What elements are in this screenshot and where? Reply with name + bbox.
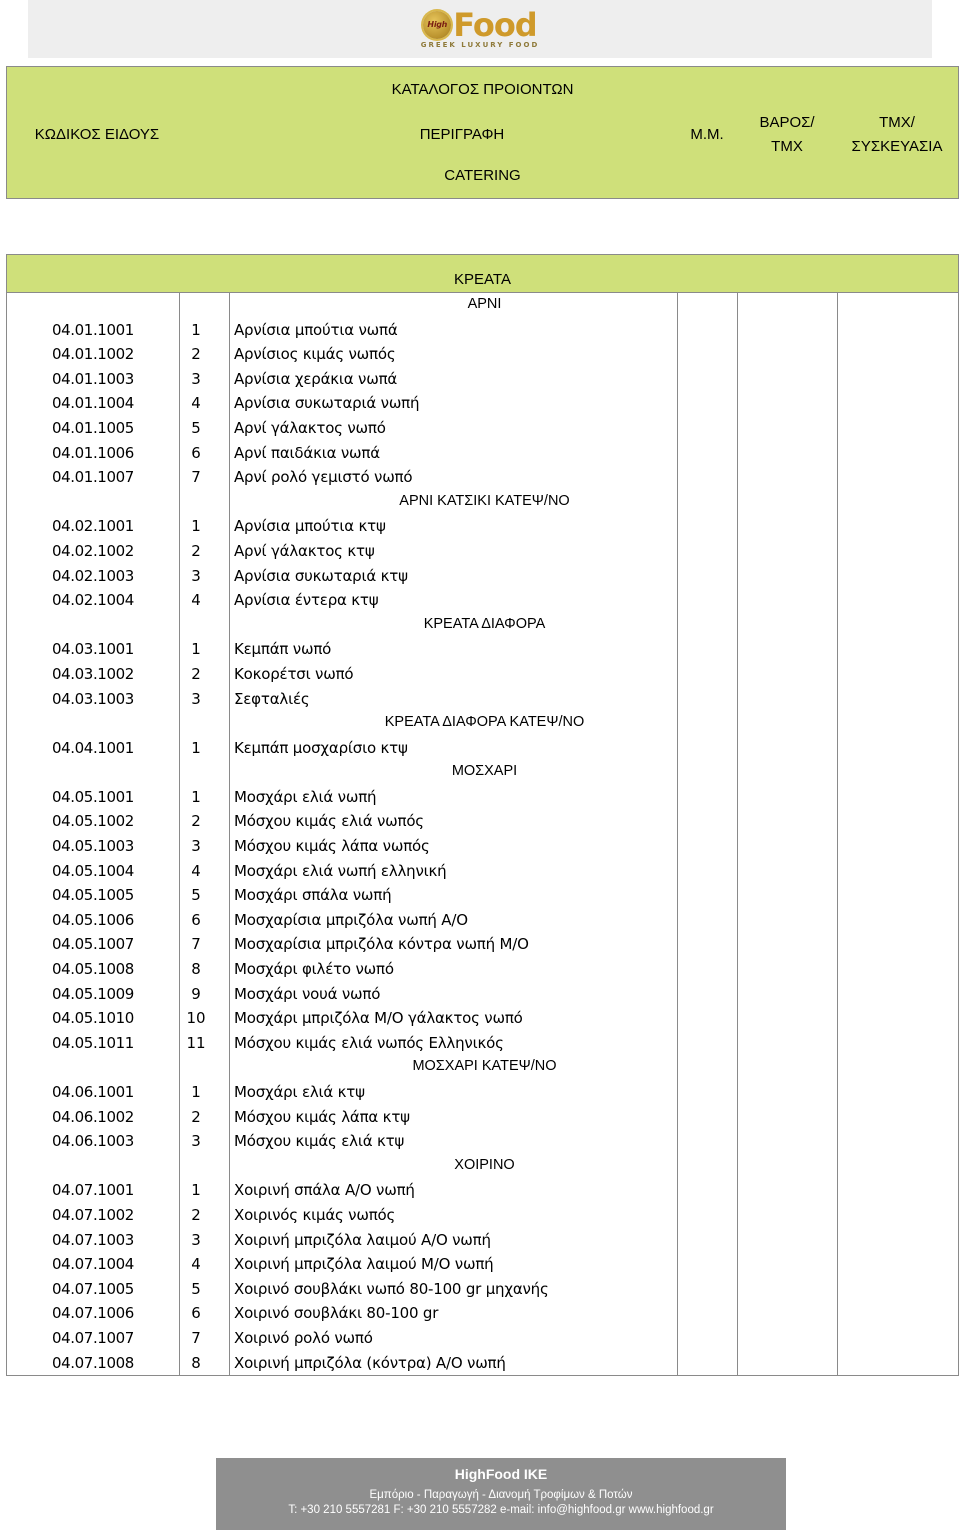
table-row [7,1277,958,1302]
column-header-weight [737,111,837,159]
product-code: 04.03.1001 [52,640,134,659]
table-row [7,982,958,1007]
column-header-pack-line1: ΤΜΧ/ [879,114,915,131]
table-row [7,908,958,933]
product-number: 6 [191,1304,201,1323]
product-code: 04.05.1010 [52,1009,134,1028]
group-header-row [7,1154,958,1179]
product-code: 04.01.1001 [52,320,134,339]
product-number: 1 [191,320,201,339]
product-number: 2 [191,541,201,560]
logo-tagline: GREEK LUXURY FOOD [420,40,540,49]
column-header-pack-line2: ΣΥΣΚΕΥΑΣΙΑ [851,138,943,155]
product-description: Μοσχαρίσια μπριζόλα νωπή Α/Ο [234,910,468,929]
product-description: Κεμπάπ μοσχαρίσιο κτψ [234,738,408,757]
product-code: 04.07.1008 [52,1353,134,1372]
product-code: 04.06.1002 [52,1107,134,1126]
product-code: 04.07.1001 [52,1181,134,1200]
table-row [7,465,958,490]
product-code: 04.05.1002 [52,812,134,831]
product-number: 3 [191,689,201,708]
product-number: 7 [191,468,201,487]
product-code: 04.05.1009 [52,984,134,1003]
table-row [7,637,958,662]
group-title: ΜΟΣΧΑΡΙ [451,763,518,780]
product-code: 04.03.1003 [52,689,134,708]
product-code: 04.03.1002 [52,664,134,683]
product-number: 3 [191,1132,201,1151]
product-code: 04.05.1004 [52,861,134,880]
product-description: Αρνί γάλακτος κτψ [234,541,375,560]
table-row [7,1228,958,1253]
product-description: Μοσχάρι ελιά νωπή [234,787,377,806]
column-divider [837,293,838,1375]
product-description: Μόσχου κιμάς λάπα νωπός [234,837,430,856]
product-number: 1 [191,1083,201,1101]
product-number: 4 [191,861,201,880]
table-row [7,1080,958,1105]
product-number: 2 [191,812,201,831]
table-row [7,391,958,416]
catering-label: CATERING [444,167,521,184]
product-code: 04.05.1003 [52,837,134,856]
column-divider [737,293,738,1375]
product-code: 04.05.1007 [52,935,134,954]
product-code: 04.07.1005 [52,1279,134,1298]
product-number: 10 [186,1009,206,1028]
product-code: 04.07.1004 [52,1255,134,1274]
table-row [7,588,958,613]
table-row [7,834,958,859]
product-number: 6 [191,910,201,929]
table-row [7,318,958,343]
table-row [7,957,958,982]
product-code: 04.05.1008 [52,960,134,979]
product-number: 2 [191,345,201,364]
group-header-row [7,613,958,638]
product-code: 04.02.1004 [52,591,134,610]
table-row [7,1301,958,1326]
product-description: Χοιρινό σουβλάκι νωπό 80-100 gr μηχανής [234,1279,549,1298]
product-description: Χοιρινή μπριζόλα λαιμού Μ/Ο νωπή [234,1255,494,1274]
catalog-header [6,66,959,199]
product-number: 5 [191,886,201,905]
table-row [7,1326,958,1351]
product-description: Μοσχάρι φιλέτο νωπό [234,960,394,979]
group-title: ΑΡΝΙ [467,296,502,312]
product-rows [7,292,958,1375]
product-number: 5 [191,418,201,437]
product-number: 4 [191,591,201,610]
product-description: Μοσχάρι μπριζόλα Μ/Ο γάλακτος νωπό [234,1009,523,1028]
product-description: Αρνίσια συκωταριά νωπή [234,394,420,413]
product-description: Κεμπάπ νωπό [234,640,332,659]
column-header-weight-line2: ΤΜΧ [771,138,803,155]
table-row [7,1105,958,1130]
product-description: Μόσχου κιμάς λάπα κτψ [234,1107,410,1126]
table-row [7,1351,958,1376]
product-number: 2 [191,1107,201,1126]
group-header-row [7,760,958,785]
catalog-title: ΚΑΤΑΛΟΓΟΣ ΠΡΟΙΟΝΤΩΝ [391,81,574,98]
section-banner: ΚΡΕΑΤΑ [7,255,958,292]
table-row [7,1031,958,1056]
product-number: 3 [191,369,201,388]
product-description: Μόσχου κιμάς ελιά νωπός [234,812,424,831]
table-row [7,514,958,539]
product-number: 1 [191,787,201,806]
product-number: 1 [191,517,201,536]
column-header-weight-line1: ΒΑΡΟΣ/ [759,114,815,131]
group-header-row [7,1055,958,1080]
table-row [7,662,958,687]
product-code: 04.07.1006 [52,1304,134,1323]
product-code: 04.07.1003 [52,1230,134,1249]
product-number: 1 [191,640,201,659]
group-header-row [7,711,958,736]
product-code: 04.01.1004 [52,394,134,413]
product-number: 7 [191,1328,201,1347]
group-title: ΚΡΕΑΤΑ ΔΙΑΦΟΡΑ [423,615,546,632]
product-code: 04.05.1011 [52,1033,134,1052]
table-row [7,416,958,441]
group-title: ΜΟΣΧΑΡΙ ΚΑΤΕΨ/ΝΟ [412,1058,557,1075]
product-code: 04.01.1007 [52,468,134,487]
table-row [7,539,958,564]
column-divider [229,293,230,1375]
column-divider [677,293,678,1375]
product-description: Μοσχάρι σπάλα νωπή [234,886,392,905]
product-description: Χοιρινό σουβλάκι 80-100 gr [234,1304,439,1323]
logo-wordmark: Food [453,5,537,44]
footer-tagline: Εμπόριο - Παραγωγή - Διανομή Τροφίμων & Ποτών [369,1489,633,1501]
column-header-pack [837,111,957,159]
group-title: ΑΡΝΙ ΚΑΤΣΙΚΙ ΚΑΤΕΨ/ΝΟ [399,492,570,509]
product-description: Μοσχάρι ελιά νωπή ελληνική [234,861,447,880]
product-number: 3 [191,1230,201,1249]
product-description: Αρνί ρολό γεμιστό νωπό [234,468,413,487]
product-code: 04.07.1002 [52,1205,134,1224]
footer-contacts: T: +30 210 5557281 F: +30 210 5557282 e-mail: info@highfood.gr www.highfood.gr [288,1504,714,1516]
product-code: 04.01.1006 [52,443,134,462]
product-table [6,254,959,1376]
table-row [7,687,958,712]
column-header-unit: Μ.Μ. [690,126,724,143]
group-title: ΚΡΕΑΤΑ ΔΙΑΦΟΡΑ ΚΑΤΕΨ/ΝΟ [384,714,585,731]
table-row [7,367,958,392]
group-header-row [7,490,958,515]
group-header-row [7,293,958,318]
product-description: Μοσχαρίσια μπριζόλα κόντρα νωπή Μ/Ο [234,935,529,954]
product-description: Χοιρινή μπριζόλα λαιμού Α/Ο νωπή [234,1230,491,1249]
logo-badge-text: High [427,20,448,29]
table-row [7,785,958,810]
table-row [7,1129,958,1154]
product-code: 04.02.1003 [52,566,134,585]
product-code: 04.02.1001 [52,517,134,536]
table-row [7,1252,958,1277]
product-number: 4 [191,1255,201,1274]
product-number: 2 [191,664,201,683]
product-description: Αρνί παιδάκια νωπά [234,443,380,462]
product-number: 5 [191,1279,201,1298]
product-code: 04.01.1003 [52,369,134,388]
product-number: 9 [191,984,201,1003]
product-description: Μοσχάρι νουά νωπό [234,984,381,1003]
product-code: 04.07.1007 [52,1328,134,1347]
column-header-description: ΠΕΡΙΓΡΑΦΗ [419,126,505,143]
product-description: Μόσχου κιμάς ελιά κτψ [234,1132,405,1151]
table-row [7,441,958,466]
product-number: 11 [186,1033,206,1052]
product-description: Χοιρινή μπριζόλα (κόντρα) Α/Ο νωπή [234,1353,506,1372]
column-divider [179,293,180,1375]
product-description: Αρνίσια μπούτια κτψ [234,517,386,536]
logo-banner [28,0,932,58]
product-description: Αρνίσια έντερα κτψ [234,591,379,610]
table-row [7,809,958,834]
table-row [7,1178,958,1203]
column-header-code: ΚΩΔΙΚΟΣ ΕΙΔΟΥΣ [34,126,160,143]
product-description: Αρνί γάλακτος νωπό [234,418,386,437]
product-number: 3 [191,837,201,856]
product-code: 04.01.1002 [52,345,134,364]
logo-badge-icon [423,11,451,39]
product-code: 04.05.1006 [52,910,134,929]
product-description: Αρνίσια μπούτια νωπά [234,320,398,339]
product-description: Χοιρινή σπάλα Α/Ο νωπή [234,1181,415,1200]
product-code: 04.06.1003 [52,1132,134,1151]
product-code: 04.04.1001 [52,738,134,757]
product-code: 04.05.1005 [52,886,134,905]
table-row [7,859,958,884]
product-code: 04.01.1005 [52,418,134,437]
product-number: 1 [191,1181,201,1200]
highfood-logo [420,5,540,49]
table-row [7,564,958,589]
footer-company: HighFood IKE [454,1466,548,1482]
product-number: 3 [191,566,201,585]
product-description: Μοσχάρι ελιά κτψ [234,1083,365,1101]
product-description: Αρνίσια συκωταριά κτψ [234,566,408,585]
table-row [7,1006,958,1031]
product-description: Αρνίσια χεράκια νωπά [234,369,398,388]
group-title: ΧΟΙΡΙΝΟ [454,1156,515,1173]
product-code: 04.05.1001 [52,787,134,806]
product-description: Χοιρινός κιμάς νωπός [234,1205,396,1224]
product-number: 2 [191,1205,201,1224]
table-row [7,736,958,761]
product-number: 1 [191,738,201,757]
table-row [7,883,958,908]
product-description: Μόσχου κιμάς ελιά νωπός Ελληνικός [234,1033,504,1052]
product-number: 8 [191,1353,201,1372]
product-code: 04.06.1001 [52,1083,134,1101]
table-row [7,932,958,957]
company-footer [216,1458,786,1530]
product-description: Χοιρινό ρολό νωπό [234,1328,373,1347]
product-code: 04.02.1002 [52,541,134,560]
product-number: 7 [191,935,201,954]
product-number: 4 [191,394,201,413]
table-row [7,1203,958,1228]
product-description: Αρνίσιος κιμάς νωπός [234,345,396,364]
product-number: 8 [191,960,201,979]
product-description: Κοκορέτσι νωπό [234,664,354,683]
product-number: 6 [191,443,201,462]
table-row [7,342,958,367]
product-description: Σεφταλιές [234,689,310,708]
